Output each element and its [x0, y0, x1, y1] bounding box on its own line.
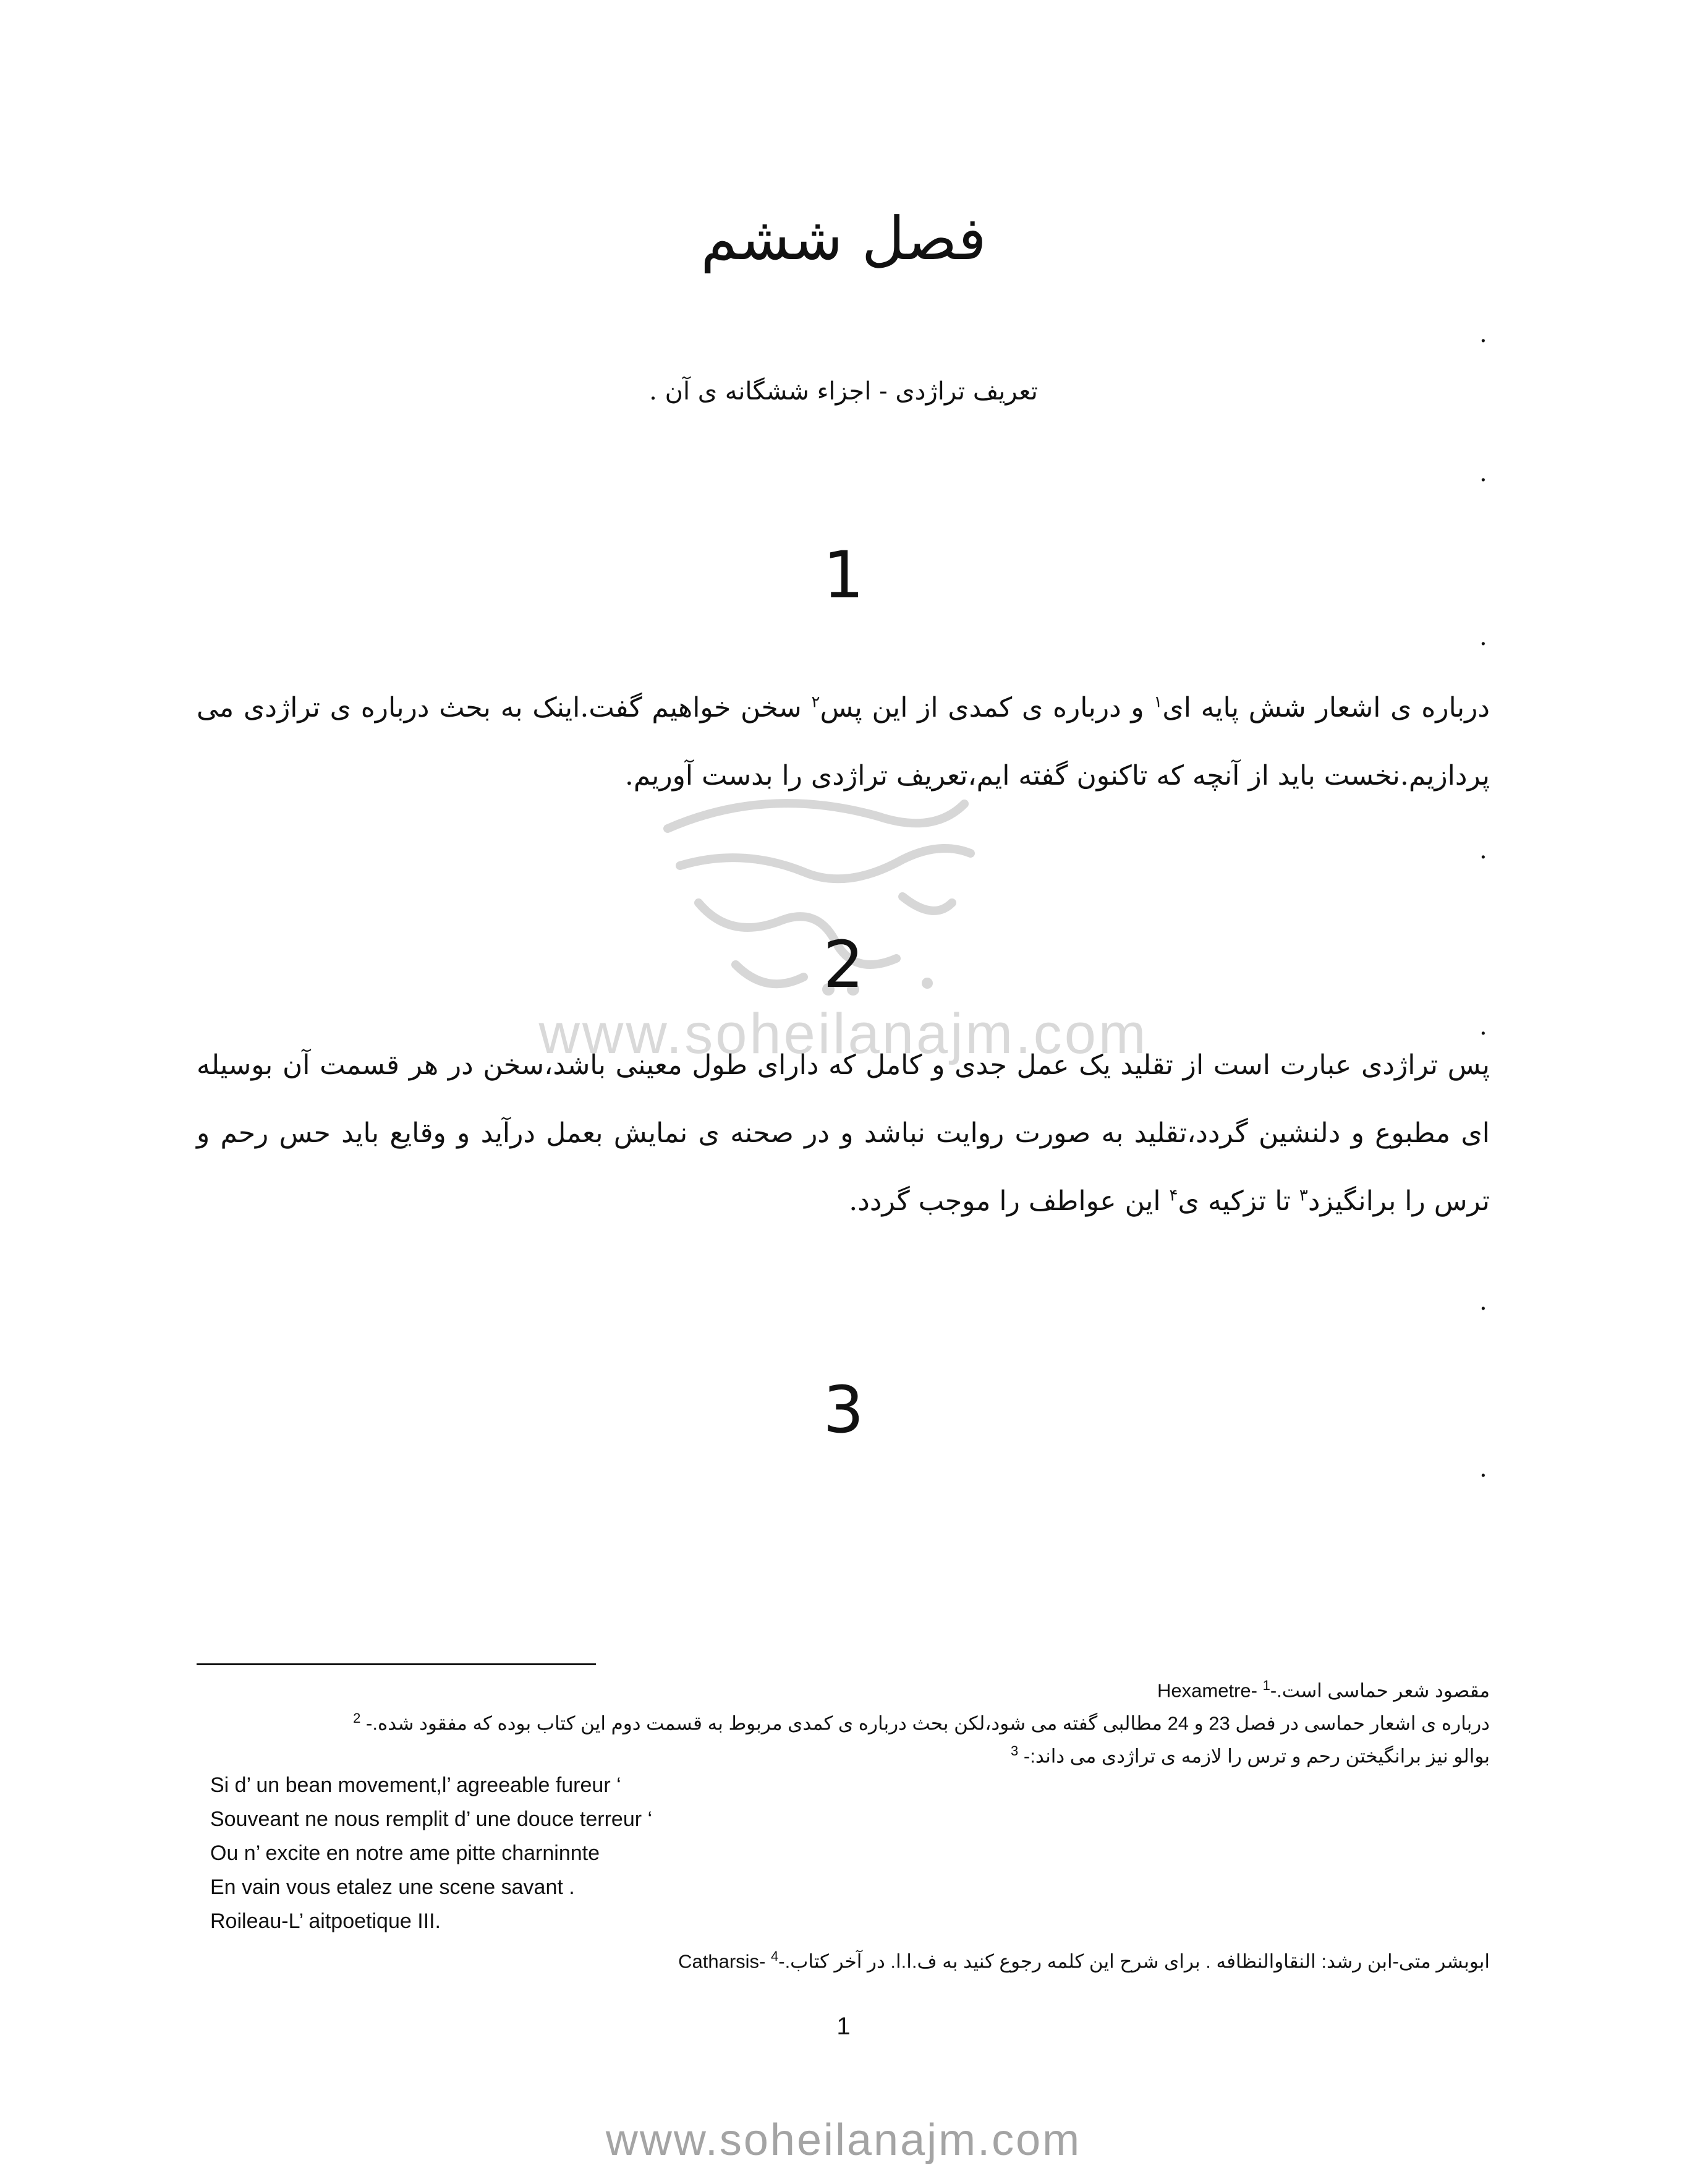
paragraph-text: سخن خواهیم گفت.اینک به بحث درباره ی تراژدی می پردازیم.نخست باید از آنچه که تاکنون گفته ایم،تعریف تراژدی را بدست آوریم.	[197, 692, 1490, 791]
section-number-2: 2	[823, 927, 864, 1002]
footnote-4	[197, 1940, 1490, 1977]
chapter-title: فصل ششم	[700, 204, 987, 273]
margin-dot: .	[1479, 320, 1487, 348]
footnote-number: 4	[771, 1948, 779, 1964]
verse-line: Roileau-L’ aitpoetique III.	[210, 1909, 441, 1933]
footnote-1	[197, 1670, 1490, 1707]
section-number-3: 3	[823, 1372, 864, 1448]
footnote-text: مقصود شعر حماسی است.-Hexametre-	[1157, 1679, 1490, 1702]
watermark-url-bottom: www.soheilanajm.com	[605, 2115, 1082, 2165]
footnote-ref: ۱	[1154, 693, 1163, 712]
margin-dot: .	[1479, 623, 1487, 651]
verse-line: En vain vous etalez une scene savant .	[210, 1875, 575, 1899]
footnote-text: درباره ی اشعار حماسی در فصل 23 و 24 مطالبی گفته می شود،لکن بحث درباره ی کمدی مربوط به قسمت دوم این کتاب بوده که مفقود شده.-	[366, 1712, 1490, 1734]
verse-line: Souveant ne nous remplit d’ une douce terreur ‘	[210, 1807, 653, 1831]
footnote-separator	[197, 1663, 596, 1665]
verse-line: Ou n’ excite en notre ame pitte charninnte	[210, 1841, 600, 1865]
footnote-3	[197, 1735, 1490, 1772]
footnote-text: ابوبشر متی-ابن رشد: النقاوالنظافه . برای شرح این کلمه رجوع کنید به ف.ا.ا. در آخر کتاب.-Catharsis-	[678, 1950, 1490, 1973]
section-number-1: 1	[823, 537, 864, 613]
margin-dot: .	[1479, 1454, 1487, 1483]
footnote-number: 2	[353, 1710, 361, 1726]
footnote-2	[197, 1702, 1490, 1739]
verse-line: Si d’ un bean movement,l’ agreeable fureur ‘	[210, 1773, 621, 1797]
footnote-ref: ۲	[811, 693, 820, 712]
margin-dot: .	[1479, 1012, 1487, 1041]
footnote-ref: ۴	[1169, 1186, 1178, 1205]
paragraph-text: و درباره ی کمدی از این پس	[820, 692, 1154, 723]
margin-dot: .	[1479, 1287, 1487, 1316]
footnote-text: بوالو نیز برانگیختن رحم و ترس را لازمه ی تراژدی می داند:-	[1023, 1745, 1490, 1767]
chapter-subtitle: تعریف تراژدی - اجزاء ششگانه ی آن .	[649, 377, 1038, 406]
paragraph-text: درباره ی اشعار شش پایه ای	[1162, 692, 1490, 723]
footnote-number: 1	[1262, 1678, 1270, 1693]
section-2-paragraph	[197, 1031, 1490, 1235]
footnote-number: 3	[1011, 1743, 1019, 1759]
margin-dot: .	[1479, 836, 1487, 864]
watermark-url: www.soheilanajm.com	[538, 1002, 1149, 1065]
paragraph-text: این عواطف را موجب گردد.	[849, 1185, 1170, 1217]
paragraph-text: پس تراژدی عبارت است از تقلید یک عمل جدی و کامل که دارای طول معینی باشد،سخن در هر قسمت آن بوسیله ای مطبوع و دلنشین گردد،تقلید به صورت روایت نباشد و در صحنه ی نمایش بعمل درآید و وقایع باید حس رحم و ترس را برانگیزد	[197, 1049, 1490, 1217]
paragraph-text: تا تزکیه ی	[1178, 1185, 1299, 1217]
margin-dot: .	[1479, 459, 1487, 487]
footnote-ref: ۳	[1299, 1186, 1308, 1205]
page-number: 1	[836, 2013, 851, 2040]
